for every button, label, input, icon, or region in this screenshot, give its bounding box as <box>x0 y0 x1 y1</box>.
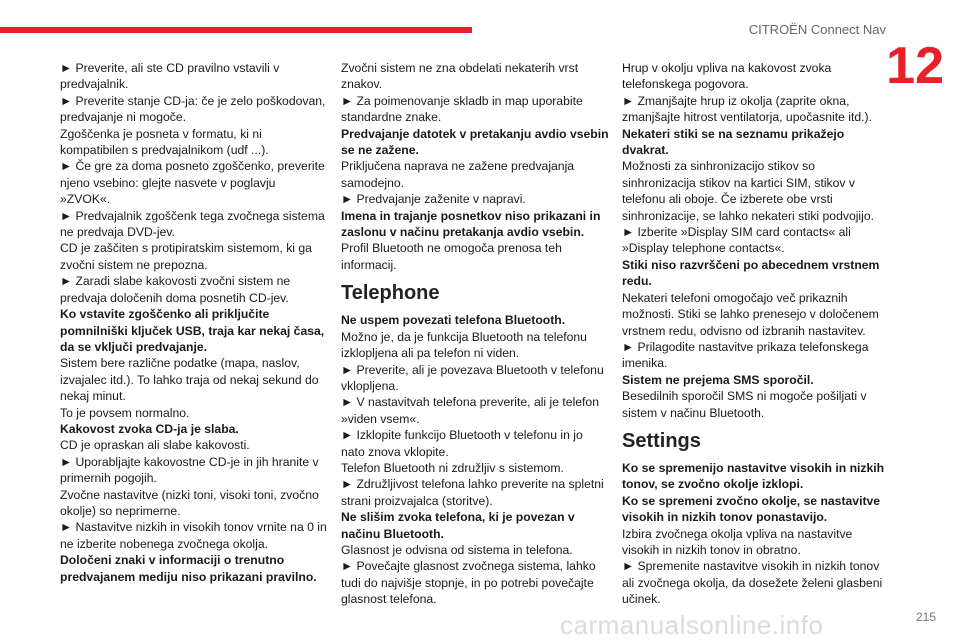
question-heading: Ko se spremenijo nastavitve visokih in nizkih tonov, se zvočno okolje izklopi. <box>622 460 885 492</box>
body-paragraph: Besedilnih sporočil SMS ni mogoče pošiljati v sistem v načinu Bluetooth. <box>622 389 867 420</box>
body-paragraph: ► Uporabljajte kakovostne CD-je in jih hranite v primernih pogojih. <box>60 454 319 486</box>
question-heading: Kakovost zvoka CD-ja je slaba. <box>60 421 239 436</box>
body-paragraph: ► Preverite, ali ste CD pravilno vstavili v predvajalnik. <box>60 61 280 92</box>
body-paragraph: ► Izklopite funkcijo Bluetooth v telefonu in jo nato znova vklopite. <box>341 428 583 459</box>
chapter-number: 12 <box>886 37 944 95</box>
body-paragraph: Priključena naprava ne zažene predvajanja samodejno. <box>341 159 575 190</box>
body-paragraph: ► Predvajalnik zgoščenk tega zvočnega sistema ne predvaja DVD-jev. <box>60 208 325 240</box>
body-paragraph: ► Predvajanje zaženite v napravi. <box>341 192 526 207</box>
body-paragraph: ► Preverite, ali je povezava Bluetooth v telefonu vklopljena. <box>341 362 604 393</box>
body-paragraph: Možno je, da je funkcija Bluetooth na telefonu izklopljena ali pa telefon ni viden. <box>341 329 587 361</box>
body-paragraph: Telefon Bluetooth ni združljiv s sistemom. <box>341 460 564 475</box>
body-paragraph: ► Prilagodite nastavitve prikaza telefonskega imenika. <box>622 339 869 371</box>
body-paragraph: Hrup v okolju vpliva na kakovost zvoka telefonskega pogovora. <box>622 61 832 92</box>
body-paragraph: Profil Bluetooth ne omogoča prenosa teh informacij. <box>341 241 562 272</box>
question-heading: Določeni znaki v informaciji o trenutno predvajanem mediju niso prikazani pravilno. <box>60 553 317 584</box>
question-heading: Imena in trajanje posnetkov niso prikazani in zaslonu v načinu pretakanja avdio vsebin. <box>341 208 601 240</box>
body-paragraph: ► Povečajte glasnost zvočnega sistema, lahko tudi do najvišje stopnje, in po potrebi povečajte glasnost telefona. <box>341 559 596 607</box>
question-heading: Ko se spremeni zvočno okolje, se nastavitve visokih in nizkih tonov ponastavijo. <box>622 493 881 525</box>
body-paragraph: ► Za poimenovanje skladb in map uporabite standardne znake. <box>341 93 583 125</box>
body-paragraph: Sistem bere različne podatke (mapa, naslov, izvajalec itd.). To lahko traja od nekaj sekund do nekaj minut. <box>60 356 319 404</box>
body-paragraph: Možnosti za sinhronizacijo stikov so sinhronizacija stikov na kartici SIM, stikov v telefonu ali oboje. Če izberete obe vrsti sinhronizacije, se lahko nekateri stiki podvojijo. <box>622 159 875 223</box>
body-paragraph: CD je opraskan ali slabe kakovosti. <box>60 438 250 453</box>
question-heading: Nekateri stiki se na seznamu prikažejo dvakrat. <box>622 126 845 158</box>
body-paragraph: ► Spremenite nastavitve visokih in nizkih tonov ali zvočnega okolja, da dosežete želeni glasbeni učinek. <box>622 559 883 607</box>
body-paragraph: ► Preverite stanje CD-ja: če je zelo poškodovan, predvajanje ni mogoče. <box>60 93 326 125</box>
header-accent-bar <box>0 27 472 33</box>
page-number: 215 <box>915 610 936 624</box>
body-paragraph: CD je zaščiten s protipiratskim sistemom, ki ga zvočni sistem ne prepozna. <box>60 241 312 272</box>
body-paragraph: Izbira zvočnega okolja vpliva na nastavitve visokih in nizkih tonov in obratno. <box>622 526 853 557</box>
manual-title: CITROËN Connect Nav <box>748 22 886 37</box>
question-heading: Ko vstavite zgoščenko ali priključite pomnilniški ključek USB, traja kar nekaj časa, da se vključi predvajanje. <box>60 307 325 354</box>
body-paragraph: Zvočne nastavitve (nizki toni, visoki toni, zvočno okolje) so neprimerne. <box>60 487 319 518</box>
question-heading: Predvajanje datotek v pretakanju avdio vsebin se ne zažene. <box>341 126 609 158</box>
body-paragraph: ► Združljivost telefona lahko preverite na spletni strani proizvajalca (storitve). <box>341 477 604 508</box>
section-heading: Telephone <box>341 282 440 305</box>
body-paragraph: ► Zaradi slabe kakovosti zvočni sistem ne predvaja določenih doma posnetih CD-jev. <box>60 274 291 305</box>
question-heading: Stiki niso razvrščeni po abecednem vrstnem redu. <box>622 257 880 289</box>
question-heading: Sistem ne prejema SMS sporočil. <box>622 372 814 387</box>
body-paragraph: ► Zmanjšajte hrup iz okolja (zaprite okna, zmanjšajte hitrost ventilatorja, upočasnite itd.). <box>622 93 872 125</box>
body-paragraph: To je povsem normalno. <box>60 405 190 420</box>
body-paragraph: ► Če gre za doma posneto zgoščenko, preverite njeno vsebino: glejte nasvete v poglavju »ZVOK«. <box>60 159 325 207</box>
body-paragraph: ► Izberite »Display SIM card contacts« ali »Display telephone contacts«. <box>622 225 851 256</box>
body-paragraph: Zvočni sistem ne zna obdelati nekaterih vrst znakov. <box>341 61 579 92</box>
question-heading: Ne uspem povezati telefona Bluetooth. <box>341 313 566 328</box>
watermark: carmanualsonline.info <box>560 610 824 640</box>
section-heading: Settings <box>622 429 701 452</box>
body-paragraph: Zgoščenka je posneta v formatu, ki ni kompatibilen s predvajalnikom (udf ...). <box>60 126 269 158</box>
body-paragraph: Glasnost je odvisna od sistema in telefona. <box>341 542 573 557</box>
body-paragraph: Nekateri telefoni omogočajo več prikaznih možnosti. Stiki se lahko prenesejo v določenem vrstnem redu, odvisno od izbranih nastavitev. <box>622 290 879 338</box>
body-paragraph: ► Nastavitve nizkih in visokih tonov vrnite na 0 in ne izberite nobenega zvočnega okolja. <box>60 520 327 551</box>
question-heading: Ne slišim zvoka telefona, ki je povezan v načinu Bluetooth. <box>341 510 575 541</box>
text-column-2 <box>341 60 609 608</box>
text-column-3 <box>622 60 890 608</box>
text-column-1 <box>60 60 328 585</box>
body-paragraph: ► V nastavitvah telefona preverite, ali je telefon »viden vsem«. <box>341 395 599 426</box>
